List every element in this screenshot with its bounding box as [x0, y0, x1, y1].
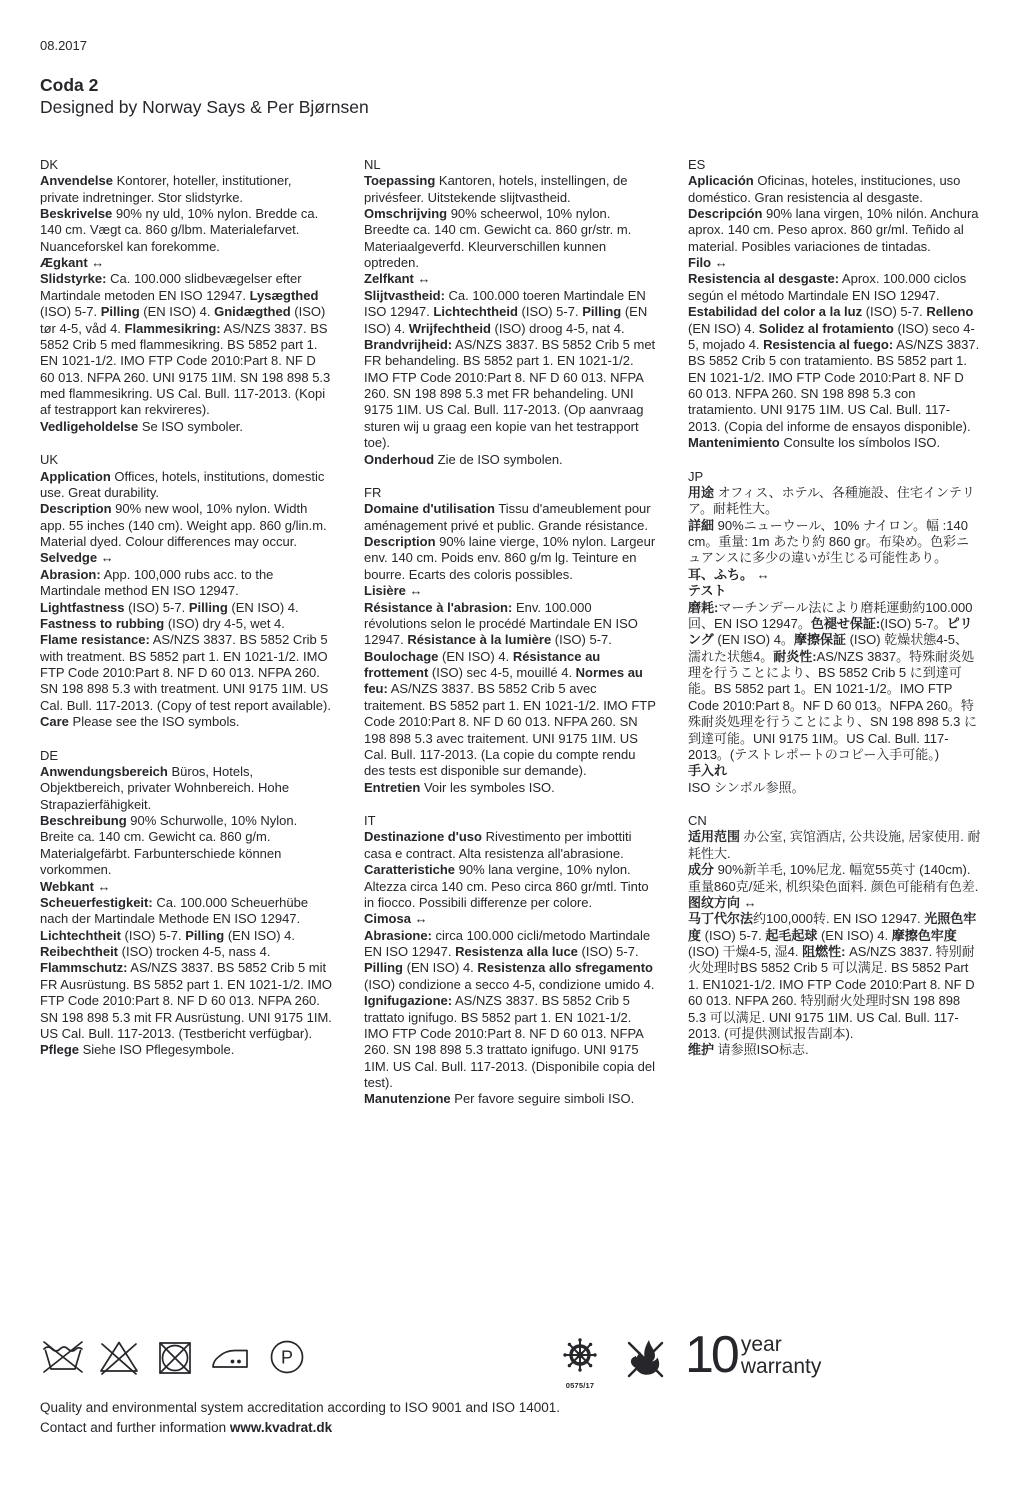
spec-paragraph: Omschrijving 90% scheerwol, 10% nylon. Breedte ca. 140 cm. Gewicht ca. 860 gr/str. m. Materiaalgeverfd. Kleurverschillen kunnen optreden. — [364, 205, 632, 270]
spec-paragraph: Filo ↔ — [688, 255, 728, 270]
spec-paragraph: Webkant ↔ — [40, 878, 111, 894]
spec-paragraph: Resistencia al desgaste: Aprox. 100.000 ciclos según el método Martindale EN ISO 12947. Estabilidad del color a la luz (ISO) 5-7. Relleno (EN ISO) 4. Solidez al frotamiento (ISO) seco 4-5, mojado 4. Resistencia al fuego: AS/NZS 3837. BS 5852 Crib 5 con tratamiento. BS 5852 part 1. EN 1021-1/2. IMO FTP Code 2010:Part 8. NF D 60 013. NFPA 260. SN 198 898 5.3 con tratamiento. UNI 9175 1IM. US Cal. Bull. 117-2013. (Copia del informe de ensayos disponible). — [688, 271, 980, 434]
spec-paragraph: Caratteristiche 90% lana vergine, 10% nylon. Altezza circa 140 cm. Peso circa 860 gr/mtl. Tinto in fiocco. Possibili differenze per colore. — [364, 862, 649, 910]
warranty-badge — [685, 1326, 822, 1384]
spec-paragraph: 成分 90%新羊毛, 10%尼龙. 幅宽55英寸 (140cm). 重量860克/延米, 机织染色面料. 颜色可能稍有色差. — [688, 862, 979, 894]
lang-code-dk: DK — [40, 156, 59, 172]
lang-code-de: DE — [40, 747, 59, 763]
title-block — [40, 75, 982, 119]
symbols-row — [40, 1326, 982, 1400]
spec-paragraph: Lightfastness (ISO) 5-7. Pilling (EN ISO) 4. — [40, 599, 299, 615]
warranty-label-line2: warranty — [740, 1355, 822, 1379]
columns — [40, 157, 982, 1125]
lang-section-fr — [364, 485, 657, 796]
spec-paragraph: Slidstyrke: Ca. 100.000 slidbevægelser efter Martindale metoden EN ISO 12947. Lysægthed (ISO) 5-7. Pilling (EN ISO) 4. Gnidægthed (ISO) tør 4-5, våd 4. Flammesikring: AS/NZS 3837. BS 5852 Crib 5 med flammesikring. BS 5852 part 1. EN 1021-1/2. IMO FTP Code 2010:Part 8. NF D 60 013. NFPA 260. UNI 9175 1IM. SN 198 898 5.3 med flammesikring. US Cal. Bull. 117-2013. (Kopi af testrapport kan rekvireres). — [40, 271, 331, 418]
flame-resistance-icon — [620, 1336, 670, 1385]
page-subtitle: Designed by Norway Says & Per Bjørnsen — [40, 96, 369, 117]
spec-paragraph: Description 90% laine vierge, 10% nylon. Largeur env. 140 cm. Poids env. 860 g/m lg. Teinture en bourre. Ecarts des coloris possibles. — [364, 534, 656, 582]
spec-paragraph: Care Please see the ISO symbols. — [40, 714, 240, 730]
spec-paragraph: Selvedge ↔ — [40, 550, 114, 566]
column-2 — [364, 157, 657, 1125]
lang-section-de — [40, 748, 333, 1059]
do-not-wash-icon — [40, 1336, 86, 1378]
lang-section-nl — [364, 157, 657, 468]
spec-paragraph: Lisière ↔ — [364, 583, 423, 599]
spec-paragraph: Descripción 90% lana virgen, 10% nilón. Anchura aprox. 140 cm. Peso aprox. 860 gr/ml. Teñido al material. Posibles variaciones de tintadas. — [688, 205, 979, 254]
spec-paragraph: Zelfkant ↔ — [364, 271, 431, 287]
spec-paragraph: Slijtvastheid: Ca. 100.000 toeren Martindale EN ISO 12947. Lichtechtheid (ISO) 5-7. Pilling (EN ISO) 4. Wrijfechtheid (ISO) droog 4-5, nat 4. Brandvrijheid: AS/NZS 3837. BS 5852 Crib 5 met FR behandeling. BS 5852 part 1. EN 1021-1/2. IMO FTP Code 2010:Part 8. NF D 60 013. NFPA 260. SN 198 898 5.3 met FR behandeling. UNI 9175 1IM. US Cal. Bull. 117-2013. (Op aanvraag sturen wij u graag een kopie van het testrapport toe). — [364, 287, 656, 451]
footer-contact-line — [40, 1418, 560, 1438]
lang-code-it: IT — [364, 813, 376, 828]
do-not-tumble-dry-icon — [152, 1336, 198, 1378]
spec-paragraph: Abrasion: App. 100,000 rubs acc. to the Martindale method EN ISO 12947. — [40, 566, 274, 599]
spec-paragraph: Anvendelse Kontorer, hoteller, institutioner, private indretninger. Stor slidstyrke. — [40, 173, 292, 205]
imo-wheelmark — [556, 1336, 604, 1390]
iron-icon — [208, 1336, 254, 1378]
lang-section-uk — [40, 452, 333, 730]
imo-wheelmark-icon — [557, 1336, 603, 1378]
lang-section-jp — [688, 469, 981, 797]
spec-paragraph: Application Offices, hotels, institutions, domestic use. Great durability. — [40, 468, 325, 500]
spec-paragraph: Mantenimiento Consulte los símbolos ISO. — [688, 435, 941, 451]
column-1 — [40, 157, 333, 1125]
warranty-years-number: 10 — [685, 1326, 737, 1384]
spec-paragraph: Destinazione d'uso Rivestimento per imbottiti casa e contract. Alta resistenza all'abrasione. — [364, 829, 632, 861]
spec-paragraph: Scheuerfestigkeit: Ca. 100.000 Scheuerhübe nach der Martindale Methode EN ISO 12947. — [40, 894, 309, 927]
lang-code-jp: JP — [688, 468, 704, 484]
spec-paragraph: Flammschutz: AS/NZS 3837. BS 5852 Crib 5 mit FR Ausrüstung. BS 5852 part 1. EN 1021-1/2. IMO FTP Code 2010:Part 8. NF D 60 013. NFPA 260. SN 198 898 5.3 mit FR Ausrüstung. UNI 9175 1IM. US Cal. Bull. 117-2013. (Testbericht verfügbar). — [40, 960, 332, 1041]
lang-section-cn — [688, 813, 981, 1059]
spec-paragraph: Vedligeholdelse Se ISO symboler. — [40, 418, 244, 434]
spec-paragraph: 磨耗:マーチンデール法により磨耗運動約100.000回、EN ISO 12947。色褪せ保証:(ISO) 5-7。ピリング (EN ISO) 4。摩擦保証 (ISO) 乾燥状態4-5、濡れた状態4。耐炎性:AS/NZS 3837。特殊耐炎処理を行うことにより、BS 5852 Crib 5 に到達可能。BS 5852 part 1。EN 1021-1/2。IMO FTP Code 2010:Part 8。NF D 60 013。NFPA 260。特殊耐炎処理を行うことにより、SN 198 898 5.3 に到達可能。UNI 9175 1IM。US Cal. Bull. 117-2013。(テストレポートのコピー入手可能。) — [688, 599, 977, 762]
dry-clean-icon — [264, 1336, 310, 1378]
spec-paragraph: Manutenzione Per favore seguire simboli ISO. — [364, 1091, 635, 1107]
spec-paragraph: Anwendungsbereich Büros, Hotels, Objektbereich, privater Wohnbereich. Hohe Strapazierfähigkeit. — [40, 763, 290, 812]
do-not-bleach-icon — [96, 1336, 142, 1378]
spec-paragraph: 耳、ふち。 ↔ — [688, 566, 770, 582]
warranty-label — [741, 1334, 822, 1378]
spec-paragraph: Aplicación Oficinas, hoteles, instituciones, uso doméstico. Gran resistencia al desgaste. — [688, 173, 961, 205]
spec-paragraph: Flame resistance: AS/NZS 3837. BS 5852 Crib 5 with treatment. BS 5852 part 1. EN 1021-1/2. IMO FTP Code 2010:Part 8. NF D 60 013. NFPA 260. SN 198 898 5.3 with treatment. UNI 9175 1IM. US Cal. Bull. 117-2013. (Copy of test report available). — [40, 632, 331, 713]
spec-paragraph: Onderhoud Zie de ISO symbolen. — [364, 451, 563, 467]
lang-section-es — [688, 157, 981, 452]
spec-paragraph: ISO シンボル参照。 — [688, 779, 805, 795]
footer-accreditation-line: Quality and environmental system accreditation according to ISO 9001 and ISO 14001. — [40, 1400, 561, 1415]
footer-contact-text: Contact and further information — [40, 1420, 230, 1436]
warranty-label-line1: year — [740, 1333, 782, 1356]
spec-paragraph: Beskrivelse 90% ny uld, 10% nylon. Bredde ca. 140 cm. Vægt ca. 860 g/lbm. Materialefarvet. Nuanceforskel kan forekomme. — [40, 205, 319, 254]
spec-paragraph: 适用范围 办公室, 宾馆酒店, 公共设施, 居家使用. 耐耗性大. — [688, 829, 981, 861]
spec-paragraph: Fastness to rubbing (ISO) dry 4-5, wet 4. — [40, 615, 285, 631]
lang-code-uk: UK — [40, 452, 59, 468]
wheelmark-number: 0575/17 — [565, 1381, 595, 1390]
column-3 — [688, 157, 981, 1125]
spec-paragraph: Toepassing Kantoren, hotels, instellingen, de privésfeer. Uitstekende slijtvastheid. — [364, 173, 628, 205]
spec-paragraph: 图纹方向 ↔ — [688, 894, 757, 910]
spec-paragraph: Cimosa ↔ — [364, 911, 428, 927]
lang-section-it — [364, 813, 657, 1108]
kvadrat-url: www.kvadrat.dk — [229, 1420, 333, 1436]
lang-code-es: ES — [688, 156, 706, 172]
spec-paragraph: Domaine d'utilisation Tissu d'ameublement pour aménagement privé et public. Grande résistance. — [364, 501, 651, 533]
dry-clean-letter: P — [280, 1347, 294, 1368]
lang-code-nl: NL — [364, 156, 381, 172]
spec-paragraph: Pflege Siehe ISO Pflegesymbole. — [40, 1042, 235, 1058]
spec-paragraph: Reibechtheit (ISO) trocken 4-5, nass 4. — [40, 944, 271, 959]
lang-code-cn: CN — [688, 813, 707, 828]
spec-paragraph: テスト — [688, 583, 727, 599]
lang-code-fr: FR — [364, 484, 382, 500]
page-title: Coda 2 — [40, 75, 99, 95]
spec-paragraph: 手入れ — [688, 763, 728, 779]
document-date: 08.2017 — [40, 38, 87, 53]
spec-paragraph: Abrasione: circa 100.000 cicli/metodo Martindale EN ISO 12947. Resistenza alla luce (ISO) 5-7. Pilling (EN ISO) 4. Resistenza allo sfregamento (ISO) condizione a secco 4-5, condizione umido 4. Ignifugazione: AS/NZS 3837. BS 5852 Crib 5 trattato ignifugo. BS 5852 part 1. EN 1021-1/2. IMO FTP Code 2010:Part 8. NF D 60 013. NFPA 260. SN 198 898 5.3 trattato ignifugo. UNI 9175 1IM. US Cal. Bull. 117-2013. (Disponibile copia del test). — [364, 927, 655, 1090]
spec-paragraph: Ægkant ↔ — [40, 255, 105, 270]
spec-paragraph: Beschreibung 90% Schurwolle, 10% Nylon. Breite ca. 140 cm. Gewicht ca. 860 g/m. Materialgefärbt. Farbunterschiede können vorkommen. — [40, 813, 298, 878]
spec-paragraph: 维护 请参照ISO标志. — [688, 1042, 809, 1058]
spec-paragraph: Lichtechtheit (ISO) 5-7. Pilling (EN ISO) 4. — [40, 927, 295, 943]
spec-paragraph: 用途 オフィス、ホテル、各種施設、住宅インテリア。耐耗性大。 — [688, 484, 975, 517]
spec-paragraph: Résistance à l'abrasion: Env. 100.000 révolutions selon le procédé Martindale EN ISO 12947. Résistance à la lumière (ISO) 5-7. Boulochage (EN ISO) 4. Résistance au frottement (ISO) sec 4-5, mouillé 4. Normes au feu: AS/NZS 3837. BS 5852 Crib 5 avec traitement. BS 5852 part 1. EN 1021-1/2. IMO FTP Code 2010:Part 8. NF D 60 013. NFPA 260. SN 198 898 5.3 avec traitement. UNI 9175 1IM. US Cal. Bull. 117-2013. (La copie du compte rendu des tests est disponible sur demande). — [364, 599, 656, 779]
spec-paragraph: Entretien Voir les symboles ISO. — [364, 779, 555, 795]
spec-paragraph: 马丁代尔法约100,000转. EN ISO 12947. 光照色牢度 (ISO) 5-7. 起毛起球 (EN ISO) 4. 摩擦色牢度 (ISO) 干燥4-5, 湿4. 阻燃性: AS/NZS 3837. 特别耐火处理时BS 5852 Crib 5 可以满足. BS 5852 Part 1. EN1021-1/2. IMO FTP Code 2010:Part 8. NF D 60 013. NFPA 260. 特别耐火处理时SN 198 898 5.3 可以满足. UNI 9175 1IM. US Cal. Bull. 117-2013. (可提供测试报告副本). — [688, 911, 977, 1041]
spec-paragraph: Description 90% new wool, 10% nylon. Width app. 55 inches (140 cm). Weight app. 860 g/lin.m. Material dyed. Colour differences may occur. — [40, 501, 327, 549]
lang-section-dk — [40, 157, 333, 435]
care-symbols — [40, 1336, 982, 1378]
spec-paragraph: 詳細 90%ニューウール、10% ナイロン。幅 :140 cm。重量: 1m あたり約 860 gr。布染め。色彩ニュアンスに多少の違いが生じる可能性あり。 — [688, 517, 970, 566]
footer — [40, 1398, 560, 1439]
